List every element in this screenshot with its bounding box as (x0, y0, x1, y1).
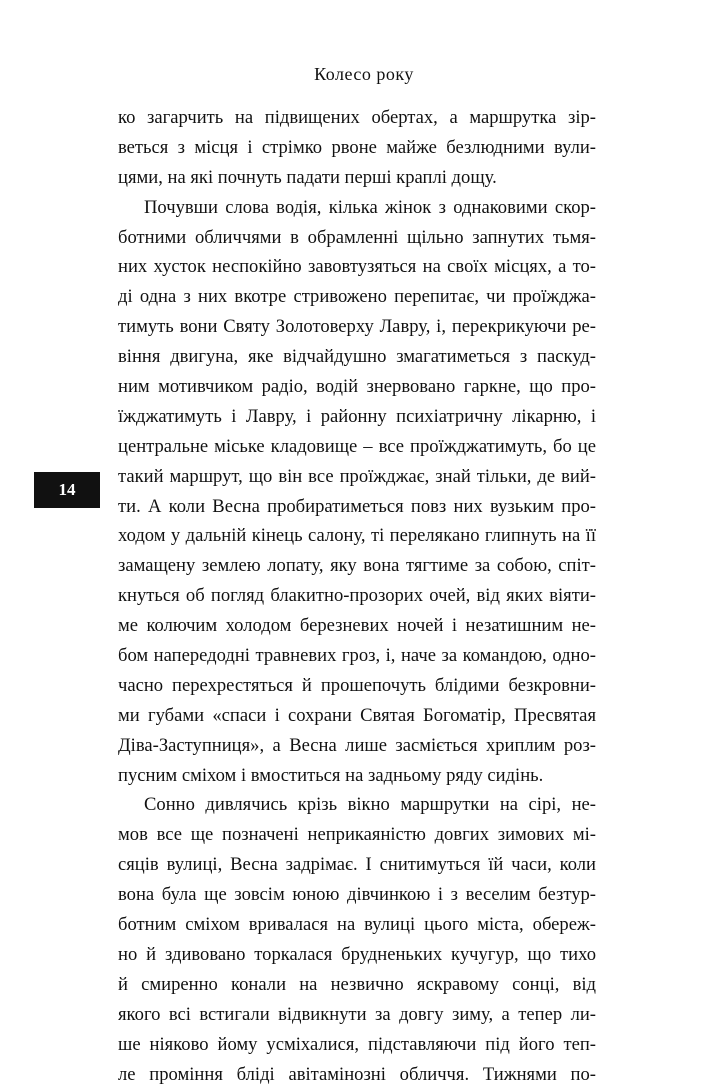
text-line: пусним сміхом і вмоститься на задньому ряду сидінь. (118, 761, 596, 791)
text-line: тимуть вони Святу Золотоверху Лавру, і, перекрикуючи ре- (118, 312, 596, 342)
text-line: ходом у дальній кінець салону, ті перелякано глипнуть на її (118, 521, 596, 551)
text-line: вона була ще зовсім юною дівчинкою і з веселим безтур- (118, 880, 596, 910)
text-line: бом напередодні травневих гроз, і, наче за командою, одно- (118, 641, 596, 671)
text-line: Сонно дивлячись крізь вікно маршрутки на сірі, не- (118, 790, 596, 820)
page-number: 14 (59, 480, 76, 500)
text-line: ним мотивчиком радіо, водій знервовано гаркне, що про- (118, 372, 596, 402)
text-line: ме колючим холодом березневих ночей і незатишним не- (118, 611, 596, 641)
text-line: кнуться об погляд блакитно-прозорих очей, від яких віяти- (118, 581, 596, 611)
text-line: їжджатимуть і Лавру, і районну психіатричну лікарню, і (118, 402, 596, 432)
text-line: ше ніяково йому усміхалися, підставляючи під його теп- (118, 1030, 596, 1060)
running-head-title: Колесо року (0, 64, 728, 85)
text-line: віння двигуна, яке відчайдушно змагатиметься з паскуд- (118, 342, 596, 372)
text-line: мов все ще позначені неприкаяністю довгих зимових мі- (118, 820, 596, 850)
text-line: Діва-Заступниця», а Весна лише засміється хриплим роз- (118, 731, 596, 761)
text-line: ко загарчить на підвищених обертах, а маршрутка зір- (118, 103, 596, 133)
text-line: ботними обличчями в обрамленні щільно запнутих тьмя- (118, 223, 596, 253)
text-line: веться з місця і стрімко рвоне майже безлюдними вули- (118, 133, 596, 163)
text-line: ле проміння бліді авітамінозні обличчя. Тижнями по- (118, 1060, 596, 1089)
text-line: них хусток неспокійно завовтузяться на своїх місцях, а то- (118, 252, 596, 282)
text-line: ді одна з них вкотре стривожено перепитає, чи проїжджа- (118, 282, 596, 312)
text-line: центральне міське кладовище – все проїжджатимуть, бо це (118, 432, 596, 462)
body-text (118, 103, 596, 1089)
text-line: ти. А коли Весна пробиратиметься повз них вузьким про- (118, 492, 596, 522)
text-line: Почувши слова водія, кілька жінок з однаковими скор- (118, 193, 596, 223)
text-line: ми губами «спаси і сохрани Святая Богоматір, Пресвятая (118, 701, 596, 731)
page-number-badge (34, 472, 100, 508)
text-line: й смиренно конали на незвично яскравому сонці, від (118, 970, 596, 1000)
text-line: якого всі встигали відвикнути за довгу зиму, а тепер ли- (118, 1000, 596, 1030)
text-line: такий маршрут, що він все проїжджає, знай тільки, де вий- (118, 462, 596, 492)
text-line: цями, на які почнуть падати перші краплі дощу. (118, 163, 596, 193)
text-line: сяців вулиці, Весна задрімає. І снитимуться їй часи, коли (118, 850, 596, 880)
text-line: но й здивовано торкалася брудненьких кучугур, що тихо (118, 940, 596, 970)
text-line: ботним сміхом вривалася на вулиці цього міста, обереж- (118, 910, 596, 940)
text-line: замащену землею лопату, яку вона тягтиме за собою, спіт- (118, 551, 596, 581)
text-line: часно перехрестяться й прошепочуть блідими безкровни- (118, 671, 596, 701)
